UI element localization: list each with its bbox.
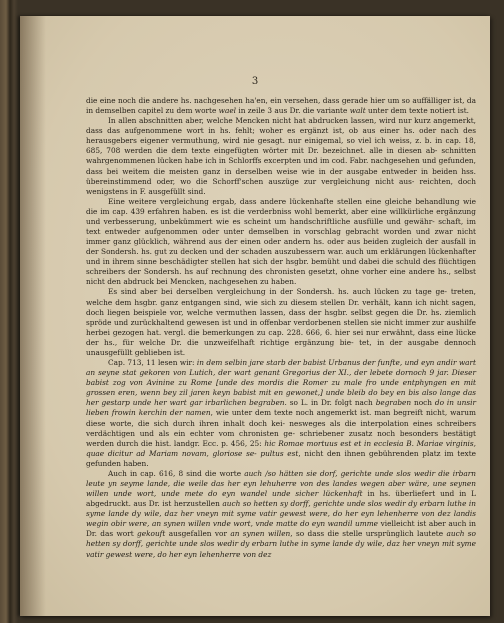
paragraph: Auch in cap. 616, 8 sind die worte auch /so hätten sie dorf, gerichte unde slos wedir die irbarn leute yn seyme lande, die weile das her eyn lehuherre von des landes wegen aber wäre, une seynen willen unde wort, unde mete do eyn wandel unde sicher lückenhaft in hs. überliefert und in L abgedruckt. aus Dr. ist herzustellen auch so hetten sy dorff, gerichte unde slos wedir dy erbarn luthe in syme lande dy wile, daz her vneyn mit syme vatir gewest were, do her eyn lehenherre von dez landis wegin obir were, an synen willen vnde wort, vnde matte do eyn wandil umme vielleicht ist aber auch in Dr. das wort gekouft ausgefallen vor an synen willen, so dass die stelle ursprünglich lautete auch so hetten sy dorff, gerichte unde slos wedir dy erbarn luthe in syme lande dy wile, daz her vneyn mit syme vatir gewest were, do her eyn lehenherre von dez	[86, 468, 477, 559]
paragraph: Eine weitere vergleichung ergab, dass andere lückenhafte stellen eine gleiche behandlung wie die im cap. 439 erfahren haben. es ist die verderbniss wohl bemerkt, aber eine willkürliche ergänzung und verbesserung, unbekümmert wie es scheint um handschriftliche ausfülle und gewähr- schaft, im text entweder aufgenommen oder unter demselben in vorschlag gebracht worden und zwar nicht immer ganz glücklich, während aus der einen oder andern hs. oder aus beiden zugleich der ausfall in der Sondersh. hs. gut zu decken und der schaden auszubessern war. auch um erklärungen lückenhafter und in ihrem sinne beschädigter stellen hat sich der hsgbr. bemüht und dabei die schuld des flüchtigen schreibers der Sondersh. hs auf rechnung des chronisten gesetzt, ohne vorher eine andere hs., selbst nicht den abdruck bei Mencken, nachgesehen zu haben.	[86, 196, 476, 287]
book-page	[20, 16, 490, 616]
page-body-text	[86, 96, 476, 560]
gutter-shadow	[20, 16, 46, 616]
paragraph: Cap. 713, 11 lesen wir: in dem selbin jare starb der babist Urbanus der funfte, und eyn andir wart an seyne stat gekoren von Lutich, der wart genant Gregorius der XI., der lebete dornoch 9 jar. Dieser babist zog von Avinine zu Rome [unde des mordis die Romer zu male fro unde entphyngen en mit grossen eren, wenn bey zil jaren keyn babist mit en gewonet,] unde bleib do bey en bis also lange das her gestarp unde her wart gar irbarlichen begraben. so L. in Dr. folgt nach begraben noch do in unsir lieben frowin kerchin der namen, wie unter dem texte noch angemerkt ist. man begreift nicht, warum diese worte, die sich durch ihren inhalt doch kei- nesweges als die interpolation eines schreibers verdächtigen und als ein echter vom chronisten ge- schriebener zusatz noch besonders bestätigt werden durch die hist. landgr. Ecc. p. 456, 25: hic Romae mortuus est et in ecclesia B. Mariae virginis, quae dicitur ad Mariam novam, gloriose se- pultus est, nicht den ihnen gebührenden platz im texte gefunden haben.	[86, 358, 477, 468]
paragraph: In allen abschnitten aber, welche Mencken nicht hat abdrucken lassen, wird nur kurz angemerkt, dass das aufgenommene wort in hs. fehlt; woher es ergänzt ist, ob aus einer hs. oder nach des herausgebers eigener vermuthung, wird nie gesagt. nur einigemal, so viel ich weiss, z. b. in cap. 18, 685, 708 werden die dem texte eingefügten wörter mit Dr. bezeichnet. alle in diesen ab- schnitten wahrgenommenen lücken habe ich in Schlorffs excerpten und im cod. Fabr. nachgesehen und gefunden, dass bei weitem die meisten ganz in derselben weise wie in der ausgabe entweder in beiden hss. übereinstimmend oder, wo die Schorff'schen auszüge zur vergleichung nicht aus- reichten, doch wenigstens in F. ausgefüllt sind.	[86, 116, 476, 196]
page-number: 3	[251, 76, 259, 87]
paragraph: die eine noch die andere hs. nachgesehen ha'en, ein versehen, dass gerade hier um so auffälliger ist, da in demselben capitel zu dem worte wael in zeile 3 aus Dr. die variante walt unter dem texte notiert ist.	[86, 96, 476, 116]
paragraph: Es sind aber bei derselben vergleichung in der Sondersh. hs. auch lücken zu tage ge- treten, welche dem hsgbr. ganz entgangen sind, wie sich zu diesem stellen Dr. verhält, kann ich nicht sagen, doch liegen beispiele vor, welche vermuthen lassen, dass der hsgbr. selbst gegen die Dr. hs. ziemlich spröde und zurückhaltend gewesen ist und in offenbar verdorbenen stellen sie nicht immer zur aushilfe herbei gezogen hat. vergl. die bemerkungen zu cap. 228. 666, 6. hier sei nur erwähnt, dass eine lücke der hs., für welche Dr. die unzweifelhaft richtige ergänzung bie- tet, in der ausgabe dennoch unausgefüllt geblieben ist.	[86, 287, 476, 357]
